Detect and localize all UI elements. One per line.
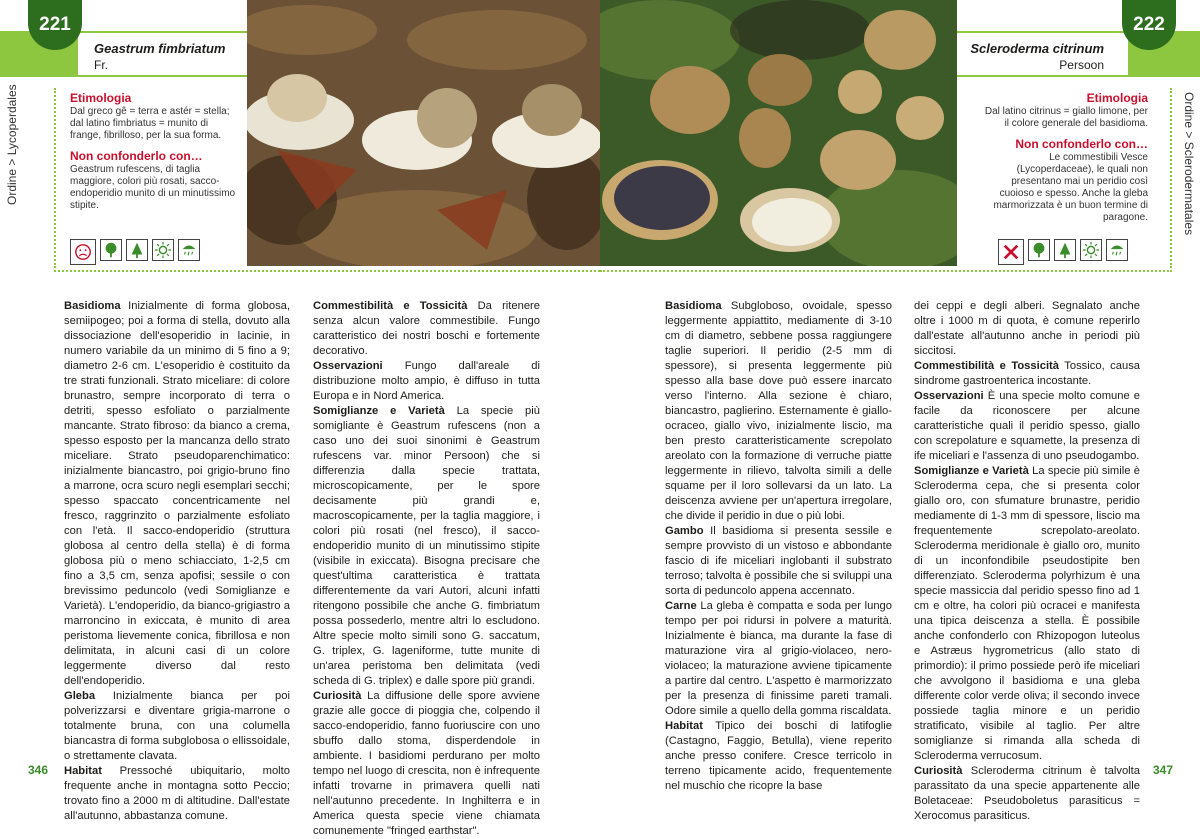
- section-label: Curiosità: [914, 765, 963, 777]
- sun-icon: [152, 239, 174, 261]
- broadleaf-tree-icon: [100, 239, 122, 261]
- section-label: Somiglianze e Varietà: [914, 465, 1029, 477]
- species-name: Geastrum fimbriatum: [94, 41, 226, 56]
- section-text: È una specie molto comune e facile da riconoscere per alcune caratteristiche quali il peridio spesso, giallo con screpolature e squamette, la presenza di ife miceliari e l'assenza di uno pseudogambo.: [914, 390, 1140, 462]
- section-text: Scleroderma citrinum è talvolta parassitato da una specie appartenente alle Boletaceae: Pseudoboletus parasiticus = Xerocomus parasiticus.: [914, 765, 1140, 822]
- section-label: Somiglianze e Varietà: [313, 405, 445, 417]
- section-text: Pressoché ubiquitario, molto frequente anche in montagna sotto Peccio; trovato fino a 2000 m di altitudine. Dall'estate all'autunno, abbastanza comune.: [64, 765, 290, 822]
- confondere-heading: Non confonderlo con…: [70, 149, 203, 163]
- left-page: [0, 0, 600, 837]
- species-author: Persoon: [1059, 58, 1104, 72]
- dotted-border: [1170, 88, 1172, 268]
- section-paragraph: [665, 299, 892, 524]
- section-paragraph: [914, 389, 1140, 464]
- confondere-heading: Non confonderlo con…: [1015, 137, 1148, 151]
- text-column-3: [665, 299, 892, 794]
- etimologia-heading: Etimologia: [1086, 91, 1148, 105]
- species-name: Scleroderma citrinum: [970, 41, 1104, 56]
- section-label: Commestibilità e Tossicità: [914, 360, 1060, 372]
- rain-mushroom-icon: [1106, 239, 1128, 261]
- text-column-4: [914, 299, 1140, 824]
- section-paragraph: [914, 764, 1140, 824]
- section-text: La specie più simile è Scleroderma cepa, che si presenta color giallo oro, con sfumature brunastre, peridio mediamente di 1-3 mm di spessore, liscio ma frequentemente screpolato-areolato. Scleroderma meridionale è giallo oro, munito di un inconfondibile pseudostipite ben differenziato. Scleroderma polyrhizum è una specie massiccia dal peridio spesso fino ad 1 cm e oltre, ha colori più ocracei e manifesta una tipica deiscenza a stella. È possibile anche confonderlo con Rhizopogon luteolus e Astræus hygrometricus (allo stato di primordio): il primo possiede però ife miceliari che avvolgono il basidioma e una gleba differente color verde oliva; il secondo invece possiede taglia minore e un peridio stratificato, visibile al taglio. Per altre somiglianze si rimanda alla scheda di Scleroderma verrucosum.: [914, 465, 1140, 762]
- broadleaf-tree-icon: [1028, 239, 1050, 261]
- section-text: dei ceppi e degli alberi. Segnalato anche oltre i 1000 m di quota, è comune reperirlo dall'estate all'autunno anche in periodi più siccitosi.: [914, 300, 1140, 357]
- section-label: Habitat: [64, 765, 102, 777]
- conifer-tree-icon: [1054, 239, 1076, 261]
- section-paragraph: [64, 764, 290, 824]
- section-text: Subgloboso, ovoidale, spesso leggermente appiattito, mediamente di 3-10 cm di diametro, sebbene possa raggiungere taglie superiori. Il peridio (2-5 mm di spessore), si presenta leggermente più spesso alla base dove può essere inarcato verso l'interno. Alla sezione è chiaro, biancastro, paglierino. Esternamente è giallo-ocraceo, giallo vivo, inizialmente liscio, ma ben presto caratteristicamente screpolato areolato con la formazione di verruche piatte leggermente in rilievo, talvolta simili a delle squame per il loro sollevarsi da un lato. La deiscenza avviene per un'apertura irregolare, che divide il peridio in due o più lobi.: [665, 300, 892, 522]
- confondere-text: Geastrum rufescens, di taglia maggiore, colori più rosati, sacco-endoperidio munito di un minutissimo stipite.: [70, 164, 236, 211]
- text-column-1: [64, 299, 290, 824]
- section-text: Da ritenere senza alcun valore commestibile. Fungo caratteristico dei nostri boschi e fortemente decorativo.: [313, 300, 540, 357]
- species-author: Fr.: [94, 58, 108, 72]
- section-paragraph: [914, 299, 1140, 359]
- section-text: Tossico, causa sindrome gastroenterica incostante.: [914, 360, 1141, 387]
- section-paragraph: [665, 524, 892, 599]
- etimologia-heading: Etimologia: [70, 91, 132, 105]
- section-label: Basidioma: [64, 300, 121, 312]
- confondere-text: Le commestibili Vesce (Lycoperdaceae), le quali non presentano mai un peridio così cuoioso e spesso. Anche la gleba marmorizzata è un buon termine di paragone.: [993, 152, 1148, 223]
- info-box: [70, 92, 238, 220]
- icon-row: [998, 239, 1128, 265]
- section-text: La diffusione delle spore avviene grazie alle gocce di pioggia che, colpendo il sacco-endoperidio, fanno fuoriuscire con uno sbuffo dallo stoma, disperdendole in ambiente. I basidiomi perdurano per molto tempo nel luogo di crescita, non è infrequente infatti trovarne in primavera quelli nati nell'autunno precedente. In Inghilterra e in America questa specie viene chiamata comunemente "fringed earthstar".: [313, 690, 540, 837]
- section-label: Osservazioni: [313, 360, 383, 372]
- section-label: Curiosità: [313, 690, 362, 702]
- sun-icon: [1080, 239, 1102, 261]
- icon-row: [70, 239, 200, 265]
- section-text: Fungo dall'areale di distribuzione molto ampio, è diffuso in tutta Europa e in Nord America.: [313, 360, 540, 402]
- section-paragraph: [665, 719, 892, 794]
- ordine-label: Ordine > Sclerodermatales: [1182, 92, 1196, 236]
- section-paragraph: [313, 404, 540, 689]
- toxic-cross-icon: [998, 239, 1024, 265]
- section-text: La specie più somigliante è Geastrum rufescens (non a caso uno dei suoi sinonimi è Geastrum rufescens var. minor Persoon) che si differenzia dalla specie trattata, microscopicamente, per le spore decisamente più grandi e, macroscopicamente, per la taglia maggiore, i colori più rosati (nel fresco), il sacco-endoperidio munito di un minutissimo stipite (visibile in exiccata). Bisogna precisare che quest'ultima caratteristica è trattata differentemente da vari Autori, alcuni infatti ritengono possibile che anche G. fimbriatum possa possederlo, mentre altri lo escludono. Altre specie molto simili sono G. saccatum, G. triplex, G. lageniforme, tutte munite di un'area peristoma ben delimitata (vedi scheda di G. triplex) e dalle spore più grandi.: [313, 405, 540, 687]
- section-paragraph: [64, 299, 290, 689]
- dotted-border: [600, 270, 1172, 272]
- section-paragraph: [914, 464, 1140, 764]
- section-paragraph: [64, 689, 290, 764]
- dotted-border: [54, 88, 56, 268]
- text-column-2: [313, 299, 540, 839]
- ordine-label: Ordine > Lycoperdales: [5, 84, 19, 205]
- etimologia-text: Dal greco gê = terra e astér = stella; dal latino fimbriatus = munito di frange, fibrilloso, per la sua forma.: [70, 106, 230, 141]
- section-paragraph: [313, 689, 540, 839]
- dotted-border: [54, 270, 600, 272]
- page-number: 346: [28, 763, 49, 777]
- scleroderma-photo: [600, 0, 957, 266]
- species-number-badge: 222: [1122, 0, 1176, 50]
- not-edible-face-icon: [70, 239, 96, 265]
- page-number: 347: [1153, 763, 1174, 777]
- etimologia-text: Dal latino citrinus = giallo limone, per il colore generale del basidioma.: [984, 106, 1148, 129]
- section-label: Basidioma: [665, 300, 722, 312]
- geastrum-photo: [247, 0, 600, 266]
- section-paragraph: [665, 599, 892, 719]
- section-text: Il basidioma si presenta sessile e sempre provvisto di un vistoso e abbondante fascio di ife miceliari inglobanti il substrato terroso; talvolta è possibile che si sviluppi una sorta di peduncolo appena accennato.: [665, 525, 892, 597]
- species-number-badge: 221: [28, 0, 82, 50]
- section-paragraph: [313, 299, 540, 359]
- rain-mushroom-icon: [178, 239, 200, 261]
- section-text: Inizialmente di forma globosa, semiipogeo; poi a forma di stella, dovuto alla dissociazione dell'esoperidio in lacinie, in numero variabile da un minimo di 5 fino a 9; diametro 2-6 cm. L'esoperidio è costituito da tre strati funzionali. Strato miceliare: di colore brunastro, sempre incorporato di terra o detriti, spesso esfoliato o parzialmente mancante. Strato fibroso: da bianco a crema, spesso esposto per la mancanza dello strato miceliare. Strato pseudoparenchimatico: inizialmente biancastro, poi grigio-bruno fino a marrone, ocra scuro negli esemplari secchi; spesso spaccato concentricamente nel fresco, raggrinzito o parzialmente esfoliato con l'età. Il sacco-endoperidio (struttura globosa al centro della stella) è di forma globosa più o meno schiacciato, 1-2,5 cm fino a 3,5 cm, senza apofisi; sessile o con brevissimo peduncolo (vedi Somiglianze e Varietà). L'endoperidio, da bianco-grigiastro a marroncino in exiccata, è munito di area peristoma lievemente conica, fibrillosa e non delimitata, in alcuni casi di un colore leggermente diverso dal resto dell'endoperidio.: [64, 300, 290, 687]
- section-label: Habitat: [665, 720, 703, 732]
- conifer-tree-icon: [126, 239, 148, 261]
- section-text: Inizialmente bianca per poi polverizzarsi e diventare grigia-marrone o totalmente bruna, con una columella biancastra di forma subglobosa o ellissoidale, o strettamente clavata.: [64, 690, 290, 762]
- section-label: Osservazioni: [914, 390, 984, 402]
- section-label: Gambo: [665, 525, 704, 537]
- right-page: [600, 0, 1200, 822]
- section-paragraph: [914, 359, 1140, 389]
- section-text: La gleba è compatta e soda per lungo tempo per poi ridursi in polvere a maturità. Inizialmente è bianca, ma durante la fase di maturazione vira al grigio-violaceo, nero-violaceo; la maturazione avviene tipicamente a partire dal centro. L'aspetto è marmorizzato per la presenza di finissime pareti tramali. Odore simile a quello della gomma riscaldata.: [665, 600, 892, 717]
- section-paragraph: [313, 359, 540, 404]
- section-label: Commestibilità e Tossicità: [313, 300, 468, 312]
- info-box: [980, 92, 1148, 232]
- section-text: Tipico dei boschi di latifoglie (Castagno, Faggio, Betulla), viene reperito anche presso conifere. Cresce terricolo in terreno tipicamente acido, frequentemente nel muschio che ricopre la base: [665, 720, 892, 792]
- section-label: Carne: [665, 600, 697, 612]
- section-label: Gleba: [64, 690, 96, 702]
